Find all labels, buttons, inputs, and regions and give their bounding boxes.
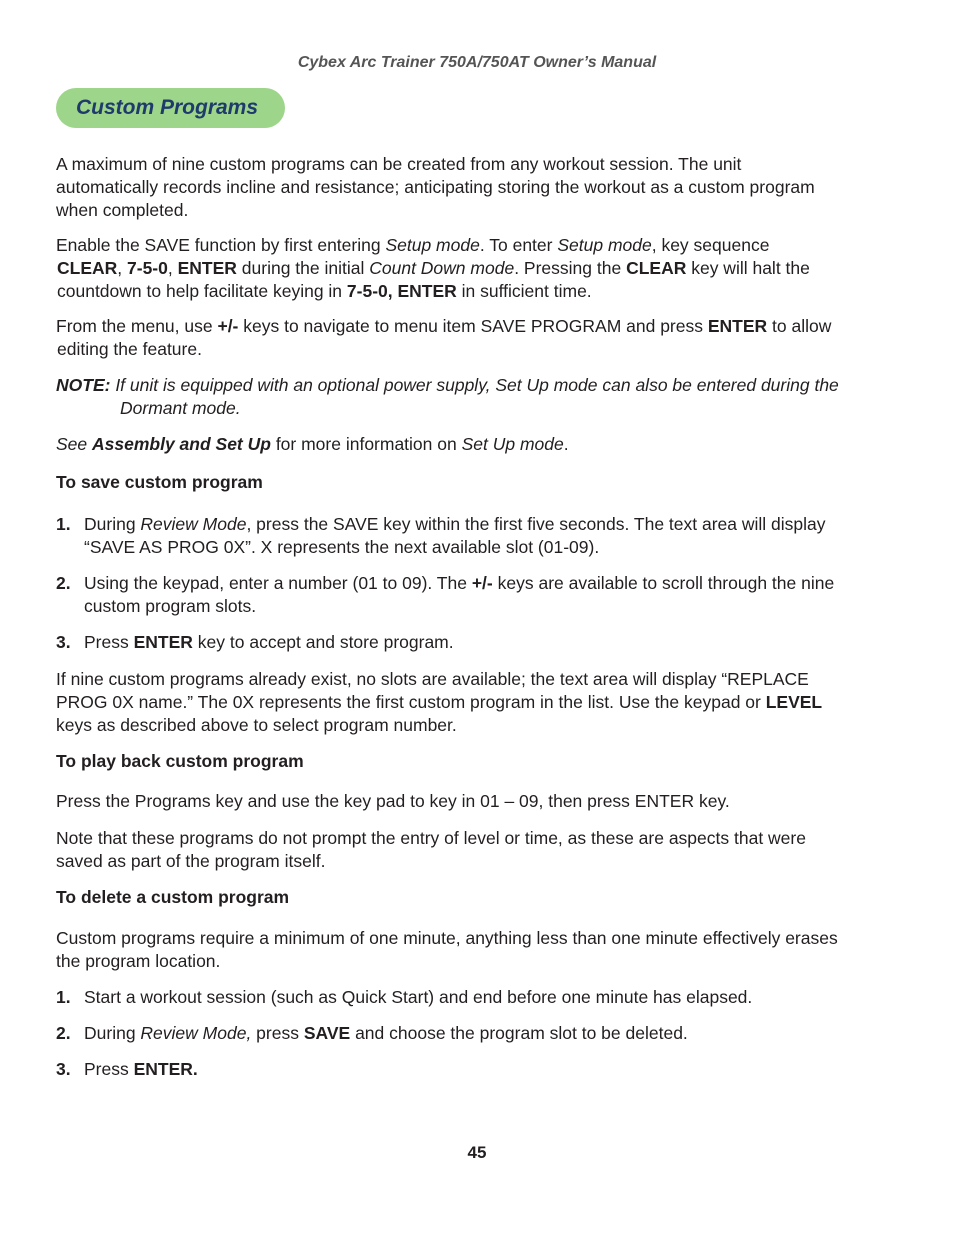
- note: NOTE: If unit is equipped with an optional power supply, Set Up mode can also be entered during the Dormant mode.: [56, 375, 839, 418]
- playback-heading: To play back custom program: [56, 751, 304, 771]
- save-heading: To save custom program: [56, 472, 263, 492]
- intro-paragraph-3: From the menu, use +/- keys to navigate to menu item SAVE PROGRAM and press ENTER to allow editing the feature.: [56, 316, 832, 359]
- delete-paragraph-1: Custom programs require a minimum of one minute, anything less than one minute effectively erases the program location.: [56, 928, 838, 971]
- save-after-paragraph: If nine custom programs already exist, no slots are available; the text area will display “REPLACE PROG 0X name.” The 0X represents the first custom program in the list. Use the keypad or LEVEL keys as described above to select program number.: [56, 669, 823, 735]
- intro-paragraph-2: Enable the SAVE function by first entering Setup mode. To enter Setup mode, key sequence CLEAR, 7-5-0, ENTER during the initial Count Down mode. Pressing the CLEAR key will halt the countdown to help facilitate keying in 7-5-0, ENTER in sufficient time.: [56, 235, 810, 301]
- page-number: 45: [467, 1143, 487, 1162]
- intro-paragraph-1: A maximum of nine custom programs can be created from any workout session. The unit automatically records incline and resistance; anticipating storing the workout as a custom program when completed.: [56, 154, 815, 220]
- delete-heading: To delete a custom program: [56, 887, 290, 907]
- playback-paragraph-2: Note that these programs do not prompt the entry of level or time, as these are aspects that were saved as part of the program itself.: [56, 828, 806, 871]
- manual-header: Cybex Arc Trainer 750A/750AT Owner’s Manual: [297, 54, 657, 71]
- see-reference: See Assembly and Set Up for more information on Set Up mode.: [56, 434, 569, 454]
- section-title: Custom Programs: [76, 96, 259, 119]
- playback-paragraph-1: Press the Programs key and use the key pad to key in 01 – 09, then press ENTER key.: [56, 791, 730, 811]
